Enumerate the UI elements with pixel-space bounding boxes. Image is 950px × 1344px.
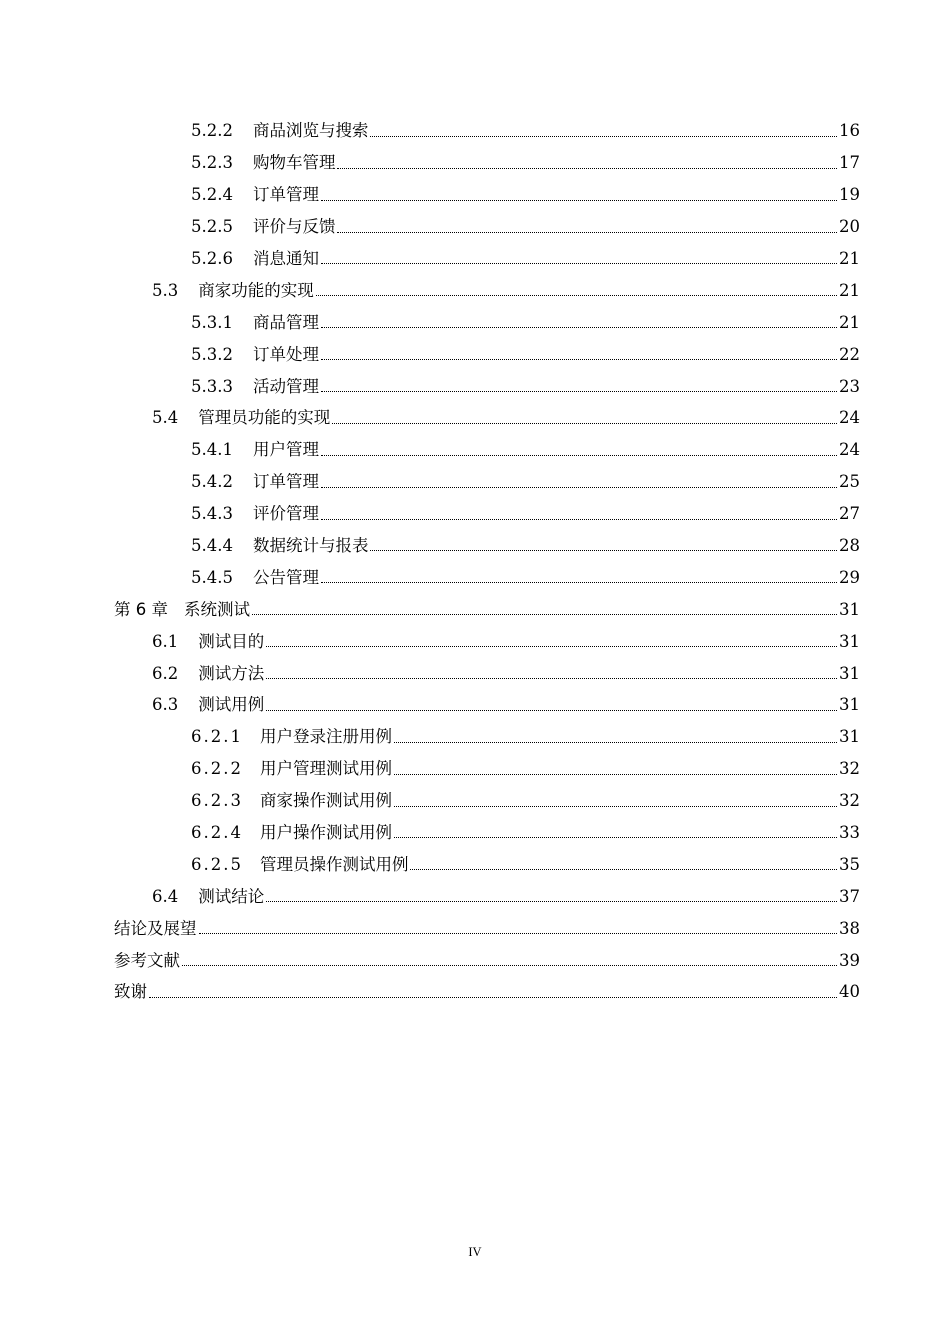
toc-entry[interactable] — [0, 818, 950, 850]
toc-entry-title: 致谢 — [114, 982, 147, 1002]
toc-entry-number: 6.4 — [152, 886, 179, 906]
toc-dot-leader — [321, 487, 837, 488]
toc-dot-leader — [199, 933, 838, 934]
toc-entry[interactable] — [0, 786, 950, 818]
toc-dot-leader — [321, 519, 837, 520]
toc-entry-title: 商品管理 — [252, 312, 319, 332]
toc-entry-page: 39 — [839, 950, 860, 970]
toc-entry-line — [191, 123, 860, 140]
toc-entry-line — [191, 312, 860, 332]
toc-entry-page: 38 — [839, 918, 860, 938]
toc-entry[interactable] — [0, 594, 950, 626]
toc-entry[interactable] — [0, 849, 950, 881]
toc-entry-page: 31 — [839, 727, 860, 747]
toc-entry-title: 评价管理 — [252, 504, 319, 524]
toc-entry[interactable] — [0, 148, 950, 180]
toc-entry-line — [152, 697, 860, 714]
toc-entry[interactable] — [0, 722, 950, 754]
page-number-footer: IV — [468, 1245, 482, 1259]
toc-entry-title: 结论及展望 — [114, 918, 197, 938]
toc-entry-line — [152, 631, 860, 651]
toc-dot-leader — [321, 455, 837, 456]
toc-entry-page: 33 — [839, 822, 860, 842]
toc-entry-page: 32 — [839, 759, 860, 779]
toc-dot-leader — [370, 550, 837, 551]
toc-entry-line — [191, 376, 860, 396]
toc-entry-title: 测试目的 — [198, 631, 265, 651]
toc-dot-leader — [266, 646, 837, 647]
toc-dot-leader — [337, 168, 837, 169]
toc-dot-leader — [321, 359, 837, 360]
toc-entry[interactable] — [0, 499, 950, 531]
toc-entry-title: 测试用例 — [198, 695, 265, 715]
toc-entry-number: 5.4.1 — [191, 440, 233, 460]
toc-entry[interactable] — [0, 881, 950, 913]
toc-entry-title: 用户管理 — [252, 440, 319, 460]
toc-entry[interactable] — [0, 658, 950, 690]
toc-entry[interactable] — [0, 626, 950, 658]
toc-entry[interactable] — [0, 977, 950, 1009]
toc-entry-page: 35 — [839, 854, 860, 874]
toc-entry-page: 21 — [839, 312, 860, 332]
toc-dot-leader — [149, 997, 837, 998]
toc-entry[interactable] — [0, 244, 950, 276]
toc-entry-title: 管理员功能的实现 — [198, 408, 331, 428]
toc-entry-line — [191, 535, 860, 555]
toc-entry-number: 5.2.6 — [191, 248, 233, 268]
toc-entry-page: 24 — [839, 408, 860, 428]
toc-entry-line — [152, 886, 860, 906]
toc-entry-page: 31 — [839, 695, 860, 715]
toc-entry-number: 6.2.1 — [191, 727, 243, 747]
toc-entry-line — [191, 187, 860, 204]
toc-entry[interactable] — [0, 913, 950, 945]
toc-entry-number: 5.4 — [152, 408, 179, 428]
toc-dot-leader — [337, 232, 837, 233]
toc-entry-title: 用户管理测试用例 — [259, 759, 392, 779]
toc-dot-leader — [394, 806, 837, 807]
toc-entry-page: 27 — [839, 504, 860, 524]
toc-entry[interactable] — [0, 467, 950, 499]
toc-entry[interactable] — [0, 212, 950, 244]
toc-entry-title: 测试结论 — [198, 886, 265, 906]
toc-entry-title: 评价与反馈 — [252, 217, 336, 237]
toc-entry-title: 商家操作测试用例 — [259, 791, 392, 811]
toc-entry-number: 6.2 — [152, 663, 179, 683]
toc-entry-line — [191, 567, 860, 587]
toc-entry-number: 5.4.3 — [191, 504, 233, 524]
toc-entry-number: 5.2.4 — [191, 185, 233, 205]
toc-entry-number: 6.1 — [152, 631, 179, 651]
toc-entry-title: 用户操作测试用例 — [259, 822, 392, 842]
toc-entry-title: 用户登录注册用例 — [259, 727, 392, 747]
toc-entry-title: 参考文献 — [114, 950, 180, 970]
toc-entry-number: 6.3 — [152, 695, 179, 715]
toc-entry-number: 5.2.5 — [191, 217, 233, 237]
toc-dot-leader — [321, 582, 837, 583]
toc-entry-line — [191, 761, 860, 778]
toc-entry-title: 订单管理 — [252, 472, 319, 492]
toc-dot-leader — [182, 965, 837, 966]
toc-entry-number: 6.2.5 — [191, 854, 243, 874]
toc-entry-title: 公告管理 — [252, 567, 319, 587]
toc-entry-page: 25 — [839, 472, 860, 492]
toc-entry-page: 28 — [839, 535, 860, 555]
toc-entry-line — [152, 280, 860, 300]
toc-entry-line — [191, 474, 860, 491]
toc-entry-title: 商品浏览与搜索 — [252, 121, 369, 141]
toc-entry-line — [114, 599, 860, 619]
toc-dot-leader — [316, 295, 837, 296]
toc-entry-page: 37 — [839, 886, 860, 906]
toc-entry-number: 5.3.3 — [191, 376, 233, 396]
toc-entry[interactable] — [0, 435, 950, 467]
toc-entry-line — [191, 793, 860, 810]
toc-dot-leader — [266, 901, 837, 902]
toc-entry-page: 23 — [839, 376, 860, 396]
toc-entry-page: 17 — [839, 153, 860, 173]
toc-entry-number: 5.3.2 — [191, 344, 233, 364]
toc-entry-line — [191, 344, 860, 364]
toc-entry-number: 5.3.1 — [191, 312, 233, 332]
toc-entry-number: 6.2.3 — [191, 791, 243, 811]
toc-entry[interactable] — [0, 275, 950, 307]
toc-entry-page: 21 — [839, 280, 860, 300]
toc-entry-line — [191, 442, 860, 459]
toc-dot-leader — [266, 710, 837, 711]
toc-entry-title: 订单处理 — [252, 344, 319, 364]
toc-entry[interactable] — [0, 754, 950, 786]
toc-entry-title: 购物车管理 — [252, 153, 336, 173]
toc-entry[interactable] — [0, 562, 950, 594]
toc-entry-page: 31 — [839, 631, 860, 651]
toc-entry-title: 消息通知 — [252, 248, 319, 268]
toc-dot-leader — [332, 423, 837, 424]
toc-entry-line — [152, 663, 860, 683]
toc-entry-page: 21 — [839, 248, 860, 268]
toc-entry-line — [114, 950, 860, 970]
toc-entry[interactable] — [0, 531, 950, 563]
toc-dot-leader — [370, 136, 837, 137]
toc-entry-number: 6.2.2 — [191, 759, 243, 779]
toc-entry-page: 22 — [839, 344, 860, 364]
toc-entry-number: 5.4.2 — [191, 472, 233, 492]
toc-entry-page: 31 — [839, 663, 860, 683]
toc-dot-leader — [321, 200, 837, 201]
toc-entry[interactable] — [0, 690, 950, 722]
toc-entry-number: 5.3 — [152, 280, 179, 300]
toc-entry-page: 16 — [839, 121, 860, 141]
toc-entry[interactable] — [0, 116, 950, 148]
toc-entry-page: 32 — [839, 791, 860, 811]
toc-entry[interactable] — [0, 180, 950, 212]
toc-entry-line — [152, 410, 860, 427]
toc-entry-title: 管理员操作测试用例 — [259, 854, 409, 874]
toc-dot-leader — [252, 614, 837, 615]
toc-entry-number: 第 6 章 — [114, 599, 168, 619]
toc-entry[interactable] — [0, 339, 950, 371]
toc-dot-leader — [394, 837, 837, 838]
toc-entry-page: 40 — [839, 982, 860, 1002]
toc-entry-title: 订单管理 — [252, 185, 319, 205]
toc-entry-line — [191, 854, 860, 874]
toc-entry-line — [191, 822, 860, 842]
toc-entry-line — [114, 918, 860, 938]
toc-entry-page: 29 — [839, 567, 860, 587]
toc-dot-leader — [321, 327, 837, 328]
toc-entry-title: 系统测试 — [184, 599, 250, 619]
toc-entry-page: 20 — [839, 217, 860, 237]
toc-entry-title: 测试方法 — [198, 663, 265, 683]
toc-entry-title: 数据统计与报表 — [252, 535, 369, 555]
toc-dot-leader — [410, 869, 837, 870]
toc-entry-number: 5.4.4 — [191, 535, 233, 555]
toc-dot-leader — [321, 263, 837, 264]
toc-entry-number: 5.4.5 — [191, 567, 233, 587]
toc-entry-number: 6.2.4 — [191, 822, 243, 842]
toc-entry-line — [191, 155, 860, 172]
toc-entry[interactable] — [0, 307, 950, 339]
toc-entry-number: 5.2.2 — [191, 121, 233, 141]
toc-entry-title: 活动管理 — [252, 376, 319, 396]
toc-dot-leader — [266, 678, 837, 679]
toc-entry-line — [191, 506, 860, 523]
table-of-contents — [0, 116, 950, 1009]
toc-entry-page: 31 — [839, 599, 860, 619]
toc-entry-title: 商家功能的实现 — [198, 280, 314, 300]
toc-entry-line — [114, 984, 860, 1001]
toc-entry-page: 19 — [839, 185, 860, 205]
toc-entry-number: 5.2.3 — [191, 153, 233, 173]
toc-dot-leader — [394, 774, 837, 775]
toc-dot-leader — [321, 391, 837, 392]
toc-entry[interactable] — [0, 403, 950, 435]
toc-entry-line — [191, 729, 860, 746]
toc-entry-page: 24 — [839, 440, 860, 460]
toc-dot-leader — [394, 742, 837, 743]
toc-entry[interactable] — [0, 371, 950, 403]
toc-entry-line — [191, 248, 860, 268]
toc-entry-line — [191, 219, 860, 236]
toc-entry[interactable] — [0, 945, 950, 977]
